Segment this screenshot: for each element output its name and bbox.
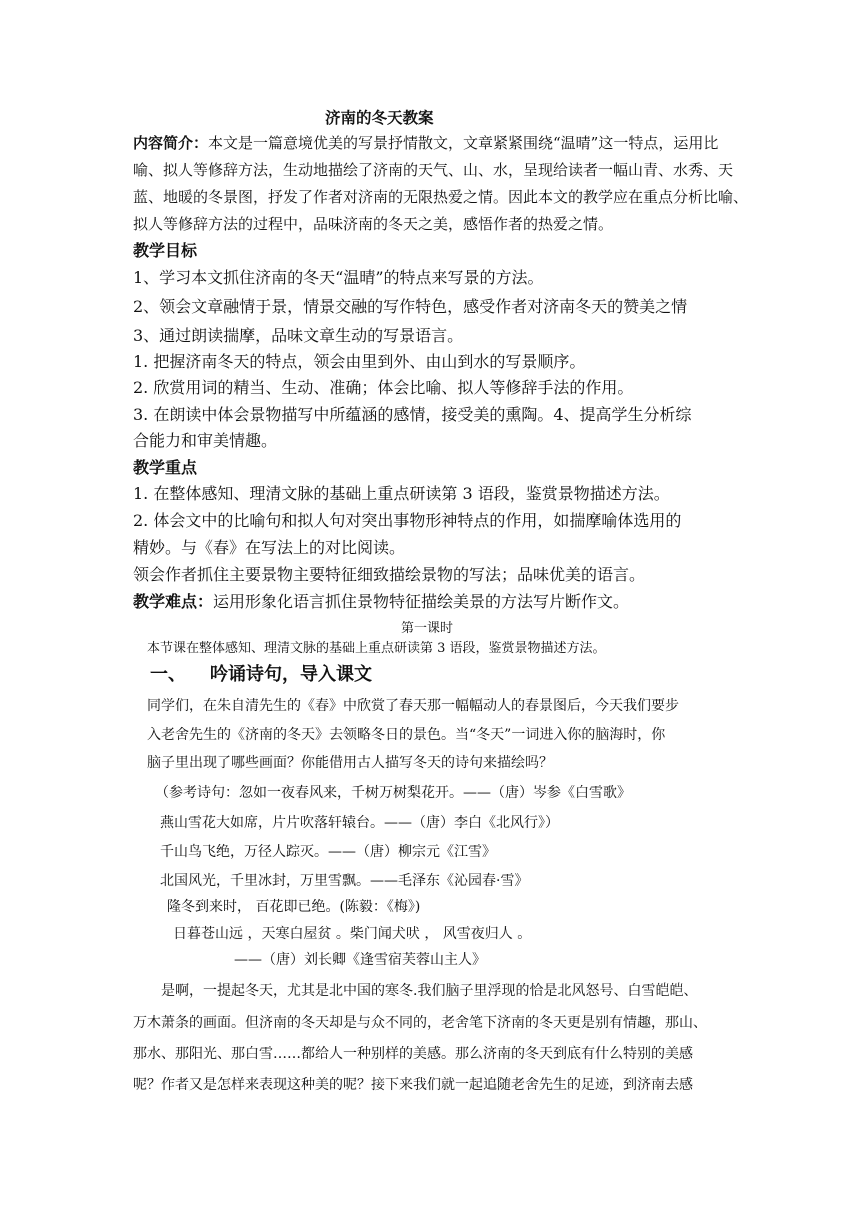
lesson-heading: 第一课时 (401, 621, 454, 636)
poem-line-5: 隆冬到来时， 百花即已绝。(陈毅：《梅》) (167, 899, 421, 915)
intro-line-1 (133, 132, 718, 154)
objectives-heading: 教学目标 (133, 241, 198, 260)
keypoint-item-3: 精妙。与《春》在写法上的对比阅读。 (133, 538, 406, 557)
difficulty-line (133, 591, 629, 613)
intro-line-4: 拟人等修辞方法的过程中，品味济南的冬天之美，感悟作者的热爱之情。 (133, 215, 614, 233)
difficulty-label: 教学难点： (133, 592, 214, 611)
difficulty-text: 运用形象化语言抓住景物特征描绘美景的方法写片断作文。 (213, 592, 630, 611)
poem-line-4: 北国风光，千里冰封，万里雪飘。——毛泽东《沁园春·雪》 (160, 873, 529, 889)
para2-line-1: 是啊，一提起冬天，尤其是北中国的寒冬.我们脑子里浮现的恰是北风怒号、白雪皑皑、 (161, 983, 698, 999)
poem-line-6: 日暮苍山远 ，天寒白屋贫 。柴门闻犬吠 ， 风雪夜归人 。 (173, 926, 532, 942)
para1-line-1: 同学们，在朱自清先生的《春》中欣赏了春天那一幅幅动人的春景图后，今天我们要步 (147, 698, 679, 714)
para1-line-3: 脑子里出现了哪些画面？你能借用古人描写冬天的诗句来描绘吗？ (147, 755, 553, 771)
lesson-summary: 本节课在整体感知、理清文脉的基础上重点研读第 3 语段，鉴赏景物描述方法。 (147, 641, 606, 656)
keypoint-item-1: 1. 在整体感知、理清文脉的基础上重点研读第 3 语段，鉴赏景物描述方法。 (133, 484, 670, 503)
intro-line-3: 蓝、地暖的冬景图，抒发了作者对济南的无限热爱之情。因此本文的教学应在重点分析比喻、 (133, 188, 749, 206)
objective-item-2: 2、领会文章融情于景，情景交融的写作特色，感受作者对济南冬天的赞美之情 (133, 297, 688, 316)
para2-line-4: 呢？作者又是怎样来表现这种美的呢？接下来我们就一起追随老舍先生的足迹，到济南去感 (133, 1077, 693, 1093)
poem-line-2: 燕山雪花大如席，片片吹落轩辕台。——（唐）李白《北风行》） (160, 815, 559, 831)
objective-item-3: 3、通过朗读揣摩，品味文章生动的写景语言。 (133, 326, 464, 345)
document-title: 济南的冬天教案 (325, 108, 434, 127)
poem-line-1: （参考诗句：忽如一夜春风来，千树万树梨花开。——（唐）岑参《白雪歌》 (155, 785, 631, 801)
poem-line-7: ——（唐）刘长卿《逢雪宿芙蓉山主人》 (234, 952, 486, 968)
para2-line-3: 那水、那阳光、那白雪……都给人一种别样的美感。那么济南的冬天到底有什么特别的美感 (133, 1046, 693, 1062)
keypoint-item-4: 领会作者抓住主要景物主要特征细致描绘景物的写法；品味优美的语言。 (133, 565, 646, 584)
keypoints-heading: 教学重点 (133, 458, 198, 477)
poem-line-3: 千山鸟飞绝，万径人踪灭。——（唐）柳宗元《江雪》 (160, 844, 496, 860)
section-title: 吟诵诗句，导入课文 (210, 664, 372, 685)
objective-item-1: 1、学习本文抓住济南的冬天“温晴”的特点来写景的方法。 (133, 268, 544, 287)
objective-item-5: 2. 欣赏用词的精当、生动、准确；体会比喻、拟人等修辞手法的作用。 (133, 378, 634, 397)
para2-line-2: 万木萧条的画面。但济南的冬天却是与众不同的，老舍笔下济南的冬天更是别有情趣，那山、 (133, 1015, 707, 1031)
section-number: 一、 (150, 664, 186, 685)
objective-item-6: 3. 在朗读中体会景物描写中所蕴涵的感情，接受美的熏陶。4、提高学生分析综 (133, 405, 692, 424)
para1-line-2: 入老舍先生的《济南的冬天》去领略冬日的景色。当“冬天”一词进入你的脑海时，你 (147, 727, 666, 743)
intro-line-2: 喻、拟人等修辞方法，生动地描绘了济南的天气、山、水，呈现给读者一幅山青、水秀、天 (133, 161, 734, 179)
objective-item-4: 1. 把握济南冬天的特点，领会由里到外、由山到水的写景顺序。 (133, 352, 586, 371)
keypoint-item-2: 2. 体会文中的比喻句和拟人句对突出事物形神特点的作用，如揣摩喻体选用的 (133, 511, 682, 530)
section-heading (150, 663, 372, 687)
objective-item-7: 合能力和审美情趣。 (133, 431, 278, 450)
intro-label: 内容简介： (133, 134, 209, 152)
intro-text-1: 本文是一篇意境优美的写景抒情散文，文章紧紧围绕“温晴”这一特点，运用比 (208, 134, 719, 152)
